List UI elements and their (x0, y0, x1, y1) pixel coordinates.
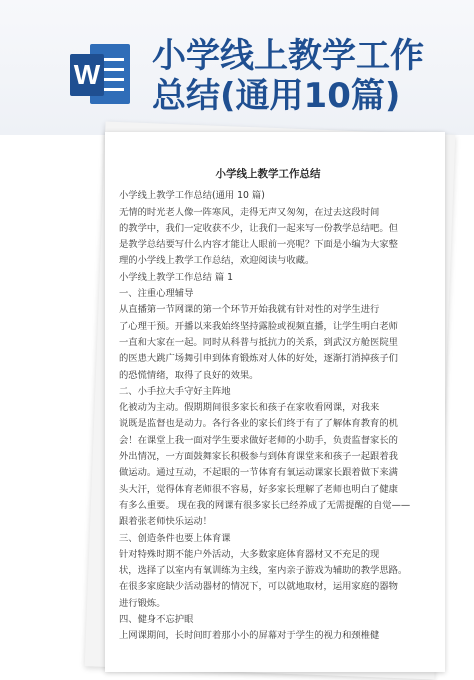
document-line: 在很多家庭缺少活动器材的情况下，可以就地取材，运用家庭的器物 (119, 581, 398, 593)
banner-title (152, 36, 452, 116)
document-line: 针对特殊时期不能户外活动，大多数家庭体育器材又不充足的现 (119, 548, 380, 560)
document-line: 三、创造条件也要上体育课 (119, 532, 231, 544)
document-line: 四、健身不忘护眼 (119, 614, 194, 626)
document-line: 是教学总结要写什么内容才能让人眼前一亮呢？下面是小编为大家整 (119, 239, 398, 251)
document-line: 无情的时光老人像一阵寒风，走得无声又匆匆，在过去这段时间 (119, 206, 380, 218)
banner-title-line-1: 小学线上教学工作 (152, 36, 424, 76)
document-page (105, 132, 445, 672)
document-line: 外出情况，一方面鼓舞家长积极参与到体育课堂来和孩子一起跟着我 (119, 451, 398, 463)
document-line: 头大汗，觉得体育老师很不容易，好多家长理解了老师也明白了健康 (119, 483, 398, 495)
word-document-icon (70, 40, 132, 110)
document-line: 上网课期间，长时间盯着那小小的屏幕对于学生的视力和颈椎健 (119, 630, 380, 642)
document-line: 了心理干预。开播以来我始终坚持露脸或视频直播，让学生明白老师 (119, 320, 398, 332)
document-content (119, 166, 417, 645)
document-line: 一、注重心理辅导 (119, 288, 194, 300)
document-line: 二、小手拉大手守好主阵地 (119, 385, 231, 397)
document-line: 化被动为主动。假期期间很多家长和孩子在家收看网课，对我来 (119, 402, 380, 414)
document-line: 说既是监督也是动力。各行各业的家长们终于有了了解体育教育的机 (119, 418, 398, 430)
banner-title-line-2: 总结(通用10篇) (152, 76, 401, 116)
word-letter-badge: W (70, 54, 104, 96)
header-banner (0, 0, 474, 135)
document-line: 会！在课堂上我一面对学生要求做好老师的小助手，负责监督家长的 (119, 434, 398, 446)
document-line: 的教学中，我们一定收获不少，让我们一起来写一份教学总结吧。但 (119, 222, 398, 234)
document-line: 理的小学线上教学工作总结，欢迎阅读与收藏。 (119, 255, 315, 267)
document-line: 跟着张老师快乐运动！ (119, 516, 212, 528)
document-line: 小学线上教学工作总结 篇 1 (119, 271, 234, 283)
document-line: 从直播第一节网课的第一个环节开始我就有针对性的对学生进行 (119, 304, 380, 316)
document-line: 进行锻炼。 (119, 597, 166, 609)
document-line: 一直和大家在一起。同时从科普与抵抗力的关系，到武汉方舱医院里 (119, 336, 398, 348)
document-line: 有多么重要。 现在我的网课有很多家长已经养成了无需提醒的自觉—— (119, 499, 411, 511)
document-line: 做运动。通过互动，不起眼的一节体育有氧运动课家长跟着做下来满 (119, 467, 398, 479)
document-heading: 小学线上教学工作总结 (215, 168, 321, 180)
document-line: 的医患大跳广场舞引申到体育锻炼对人体的好处，逐渐打消掉孩子们 (119, 353, 398, 365)
document-line: 的恐慌情绪，取得了良好的效果。 (119, 369, 259, 381)
document-line: 小学线上教学工作总结(通用 10 篇) (119, 190, 265, 202)
document-body (119, 188, 417, 644)
document-line: 状，选择了以室内有氧训练为主线，室内亲子游戏为辅助的教学思路。 (119, 565, 408, 577)
